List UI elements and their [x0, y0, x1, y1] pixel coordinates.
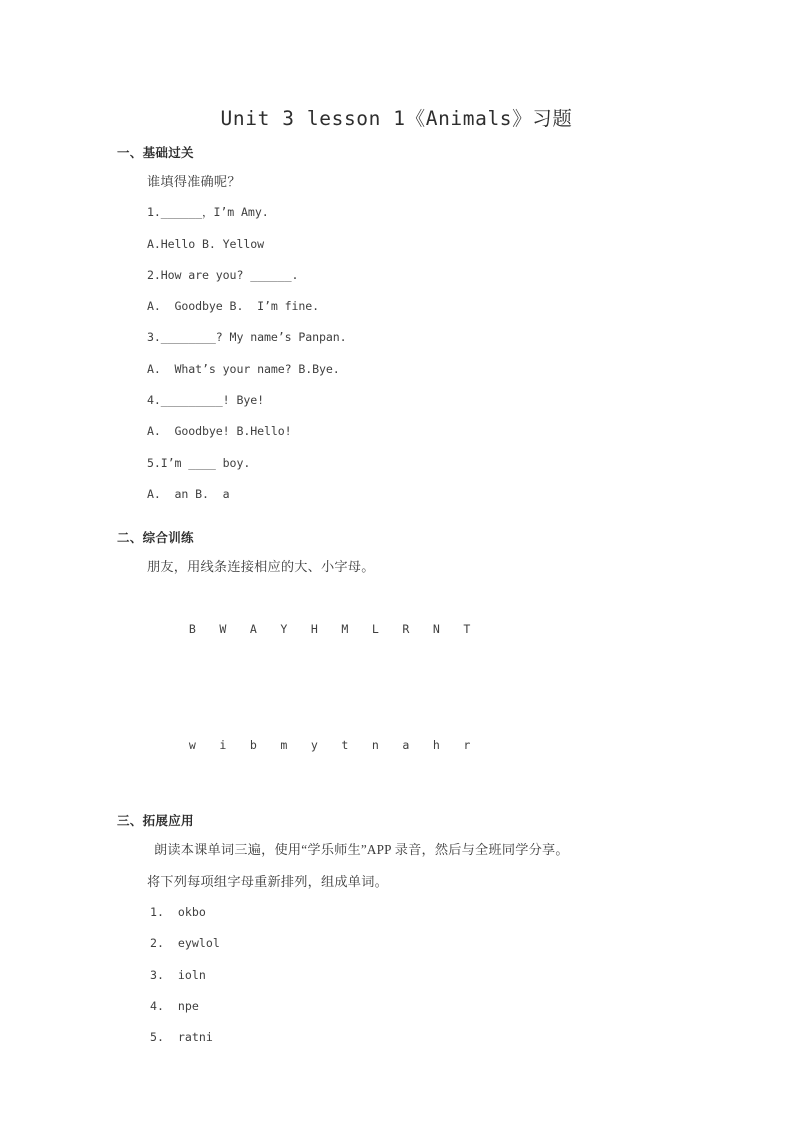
question-3-stem: 3.________? My name’s Panpan. — [147, 330, 347, 345]
uppercase-letter[interactable]: M — [341, 621, 349, 636]
scrambled-word-item[interactable]: 5. ratni — [150, 1030, 213, 1045]
uppercase-letter[interactable]: A — [249, 621, 257, 636]
lowercase-letter[interactable]: a — [402, 737, 410, 752]
question-2-stem: 2.How are you? ______. — [147, 267, 299, 282]
matching-line-area[interactable] — [0, 676, 793, 698]
section-heading-extension: 三、拓展应用 — [117, 814, 194, 829]
question-3-options[interactable]: A. What’s your name? B.Bye. — [147, 361, 340, 376]
document-body — [0, 144, 793, 1053]
uppercase-letter[interactable]: T — [463, 621, 471, 636]
lowercase-letter[interactable]: h — [432, 737, 440, 752]
section-prompt-extension-read-aloud: 朗读本课单词三遍，使用“学乐师生”APP 录音，然后与全班同学分享。 — [154, 842, 569, 858]
lowercase-letter[interactable]: w — [188, 737, 196, 752]
question-4-stem: 4._________! Bye! — [147, 393, 264, 408]
uppercase-letter[interactable]: Y — [280, 621, 288, 636]
scrambled-word-item[interactable]: 4. npe — [150, 998, 199, 1013]
uppercase-letter-row[interactable] — [147, 583, 793, 677]
uppercase-letter[interactable]: B — [188, 621, 196, 636]
lowercase-letter[interactable]: m — [280, 737, 288, 752]
uppercase-letter[interactable]: R — [402, 621, 410, 636]
scrambled-word-item[interactable]: 1. okbo — [150, 904, 206, 919]
lowercase-letter[interactable]: y — [310, 737, 318, 752]
lowercase-letter[interactable]: b — [249, 737, 257, 752]
scrambled-word-item[interactable]: 3. ioln — [150, 967, 206, 982]
uppercase-letter[interactable]: W — [219, 621, 227, 636]
question-5-stem: 5.I’m ____ boy. — [147, 455, 251, 470]
section-prompt-comprehensive: 朋友，用线条连接相应的大、小字母。 — [147, 559, 375, 575]
question-4-options[interactable]: A. Goodbye! B.Hello! — [147, 424, 292, 439]
page-title: Unit 3 lesson 1《Animals》习题 — [220, 107, 573, 130]
uppercase-letter[interactable]: N — [432, 621, 440, 636]
lowercase-letter[interactable]: t — [341, 737, 349, 752]
section-heading-basics: 一、基础过关 — [117, 146, 194, 160]
question-5-options[interactable]: A. an B. a — [147, 486, 230, 501]
uppercase-letter[interactable]: L — [371, 621, 379, 636]
section-prompt-basics: 谁填得准确呢？ — [147, 174, 241, 189]
lowercase-letter-row[interactable] — [147, 698, 793, 792]
lowercase-letter[interactable]: n — [371, 737, 379, 752]
question-2-options[interactable]: A. Goodbye B. I’m fine. — [147, 299, 320, 314]
section-prompt-extension-rearrange: 将下列每项组字母重新排列，组成单词。 — [147, 873, 388, 889]
section-heading-comprehensive: 二、综合训练 — [117, 531, 194, 546]
lowercase-letter[interactable]: i — [219, 737, 227, 752]
uppercase-letter[interactable]: H — [310, 621, 318, 636]
question-1-stem: 1.______，I’m Amy. — [147, 205, 269, 220]
question-1-options[interactable]: A.Hello B. Yellow — [147, 236, 264, 251]
lowercase-letter[interactable]: r — [463, 737, 471, 752]
scrambled-word-item[interactable]: 2. eywlol — [150, 936, 220, 951]
